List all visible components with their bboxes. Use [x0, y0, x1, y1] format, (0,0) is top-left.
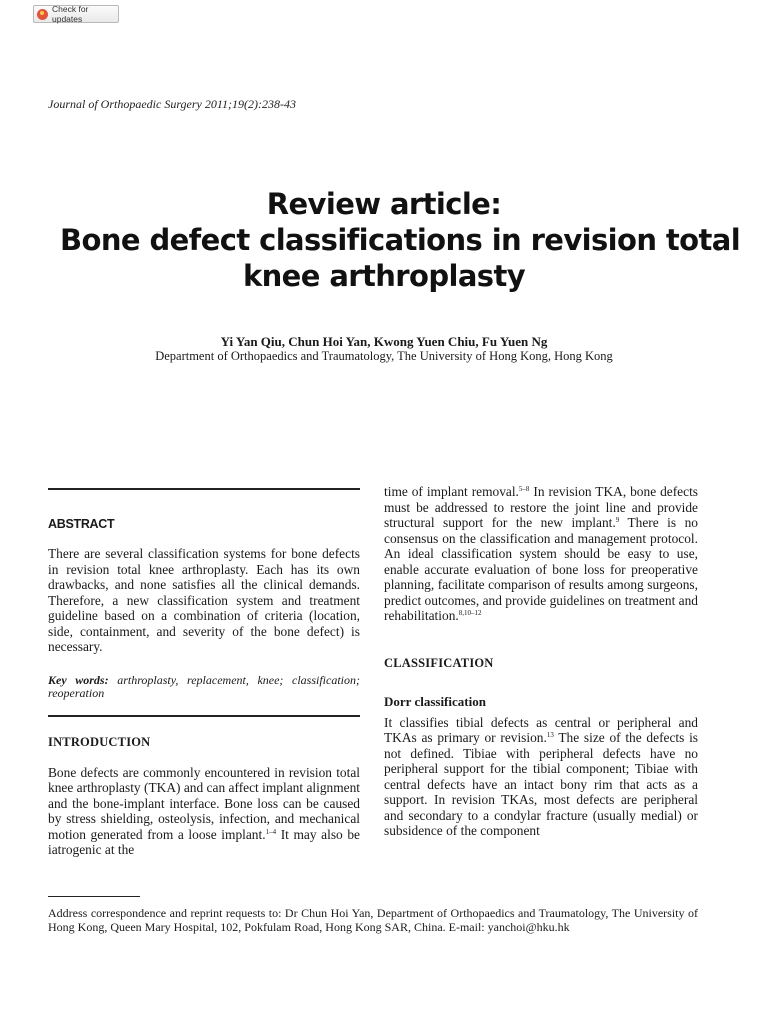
body-text-part: It classifies tibial defects as central or peripheral and TKAs as primary or revision.	[384, 714, 698, 745]
article-title	[60, 186, 741, 294]
introduction-paragraph	[48, 765, 360, 858]
citation-ref: 1–4	[265, 827, 277, 836]
citation-ref: 13	[546, 731, 554, 739]
keywords	[48, 674, 360, 700]
body-text-part: The size of the defects is not defined. Tibiae with peripheral defects have no peripheral support for the tibial component; Tibiae with central defects have an intact bony rim that acts as a support. In revision TKAs, most defects are peripheral and secondary to a condylar fracture (usually medial) or subsidence of the component	[384, 730, 699, 838]
dorr-paragraph	[384, 715, 698, 839]
left-column	[48, 488, 360, 858]
introduction-top-rule	[48, 715, 360, 717]
title-line-3: knee arthroplasty	[242, 259, 526, 293]
keywords-text: arthroplasty, replacement, knee; classification; reoperation	[48, 672, 361, 700]
crossmark-icon	[37, 9, 48, 20]
correspondence-footnote: Address correspondence and reprint requests to: Dr Chun Hoi Yan, Department of Orthopaedics and Traumatology, The University of Hong Kong, Queen Mary Hospital, 102, Pokfulam Road, Hong Kong SAR, China. E-mail: yanchoi@hku.hk	[48, 906, 698, 934]
check-for-updates-label: Check for updates	[52, 4, 89, 24]
intro-text-part: It may also be iatrogenic at the	[48, 826, 360, 857]
citation-ref: 5–8	[518, 485, 530, 493]
dorr-classification-heading: Dorr classification	[384, 693, 486, 709]
continued-paragraph	[384, 484, 698, 624]
abstract-text: There are several classification systems for bone defects in revision total knee arthroplasty. Each has its own drawbacks, and none satisfies all the clinical demands. Therefore, a new classification system and treatment guideline based on a combination of criteria (location, side, containment, and severity of the bone defect) is necessary.	[48, 546, 360, 654]
classification-heading: CLASSIFICATION	[384, 655, 494, 670]
author-list: Yi Yan Qiu, Chun Hoi Yan, Kwong Yuen Chiu, Fu Yuen Ng	[220, 334, 548, 349]
title-line-2: Bone defect classifications in revision total	[60, 223, 741, 257]
abstract-top-rule	[48, 488, 360, 490]
right-column	[384, 484, 698, 839]
footnote-rule	[48, 896, 140, 897]
abstract-heading: ABSTRACT	[48, 517, 115, 531]
body-text-part: In revision TKA, bone defects must be addressed to restore the joint line and provide structural support for the new implant.	[384, 484, 698, 530]
body-text-part: time of implant removal.	[384, 484, 519, 499]
affiliation: Department of Orthopaedics and Traumatology, The University of Hong Kong, Hong Kong	[155, 349, 613, 363]
title-line-1: Review article:	[266, 187, 502, 221]
keywords-label: Key words:	[48, 672, 109, 687]
journal-reference: Journal of Orthopaedic Surgery 2011;19(2):238-43	[48, 97, 296, 111]
check-for-updates-badge[interactable]	[33, 5, 119, 23]
citation-ref: 8,10–12	[458, 609, 482, 617]
body-text-part: There is no consensus on the classification and management protocol. An ideal classification system should be easy to use, enable accurate evaluation of bone loss for preoperative planning, facilitate comparison of results among surgeons, predict outcomes, and provide guidelines on treatment and rehabilitation.	[384, 515, 698, 623]
citation-ref: 9	[615, 516, 620, 524]
introduction-heading: INTRODUCTION	[48, 734, 151, 749]
intro-text-part: Bone defects are commonly encountered in revision total knee arthroplasty (TKA) and can affect implant alignment and the bone-implant interface. Bone loss can be caused by stress shielding, osteolysis, infection, and mechanical motion generated from a loose implant.	[48, 764, 360, 842]
